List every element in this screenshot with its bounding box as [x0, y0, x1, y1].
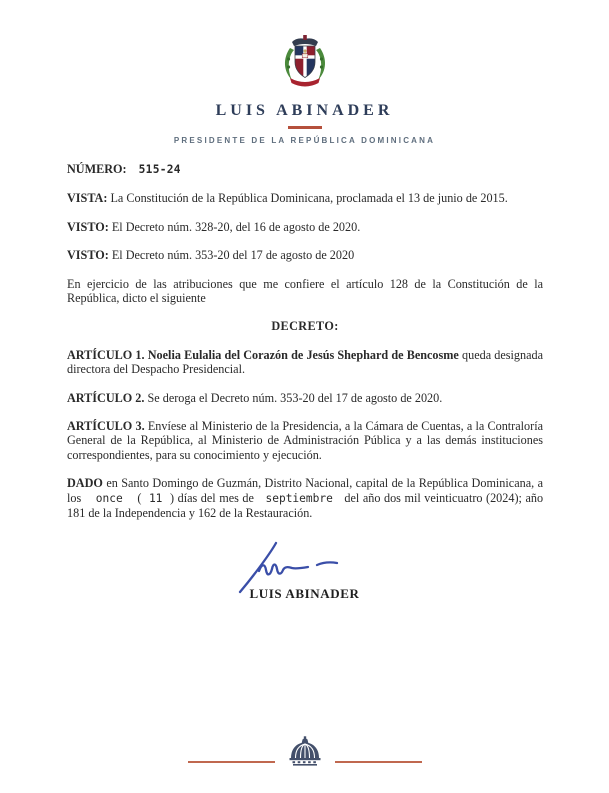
visto-line-2 [67, 248, 543, 262]
dado-label: DADO [67, 476, 103, 491]
visto-line-1 [67, 220, 543, 234]
articulo-2-paragraph [67, 391, 543, 405]
dominican-coat-of-arms-icon [279, 33, 331, 93]
articulo-3-paragraph [67, 419, 543, 462]
articulo-3-text: Envíese al Ministerio de la Presidencia, a la Cámara de Cuentas, a la Contraloría General de la República, al Ministerio de Administración Pública y a las demás instituciones correspondientes, para su conocimiento y ejecución. [67, 419, 543, 462]
close-paren: ) [169, 490, 175, 505]
visto-1-label: VISTO: [67, 219, 109, 234]
articulo-1-designee-name: Noelia Eulalia del Corazón de Jesús Shephard de Bencosme [147, 347, 459, 362]
decree-body [67, 162, 543, 535]
footer-left-rule [188, 761, 275, 763]
vista-label: VISTA: [67, 191, 108, 206]
dado-paragraph [67, 476, 543, 520]
articulo-1-text: queda designada directora del Despacho Presidencial. [67, 347, 544, 377]
vista-text: La Constitución de la República Dominicana, proclamada el 13 de junio de 2015. [110, 191, 508, 206]
dado-text-2: días del mes de [177, 490, 254, 505]
vista-line [67, 191, 543, 205]
visto-1-text: El Decreto núm. 328-20, del 16 de agosto de 2020. [111, 219, 361, 234]
articulo-1-paragraph [67, 348, 543, 377]
open-paren: ( [137, 490, 142, 505]
month-filled-value: septiembre [265, 491, 333, 505]
letterhead [0, 33, 609, 145]
visto-2-text: El Decreto núm. 353-20 del 17 de agosto de 2020 [111, 248, 355, 263]
day-word-filled-value: once [95, 491, 123, 505]
intro-paragraph: En ejercicio de las atribuciones que me confiere el artículo 128 de la Constitución de la República, dicto el siguiente [67, 276, 543, 306]
numero-line [67, 162, 543, 177]
president-name-header: LUIS ABINADER [215, 102, 394, 119]
footer-right-rule [335, 761, 422, 763]
articulo-1-label: ARTÍCULO 1. [67, 347, 145, 362]
footer-ornament [0, 736, 609, 766]
articulo-2-text: Se deroga el Decreto núm. 353-20 del 17 de agosto de 2020. [147, 390, 443, 405]
signature-printed-name: LUIS ABINADER [249, 586, 360, 601]
day-number-filled-value: 11 [148, 491, 163, 505]
decree-number-value: 515-24 [138, 163, 181, 176]
visto-2-label: VISTO: [67, 248, 109, 263]
numero-label: NÚMERO: [67, 162, 127, 176]
articulo-2-label: ARTÍCULO 2. [67, 390, 145, 405]
president-title-header: PRESIDENTE DE LA REPÚBLICA DOMINICANA [173, 135, 436, 145]
articulo-3-label: ARTÍCULO 3. [67, 419, 145, 434]
dado-text-3: del año dos mil veinticuatro (2024); año 181 de la Independencia y 162 de la Restauración. [67, 490, 544, 521]
decreto-heading: DECRETO: [271, 319, 339, 334]
dado-text-1: en Santo Domingo de Guzmán, Distrito Nacional, capital de la República Dominicana, a los [67, 476, 543, 505]
palace-dome-icon [288, 736, 322, 766]
header-red-rule [288, 126, 322, 129]
